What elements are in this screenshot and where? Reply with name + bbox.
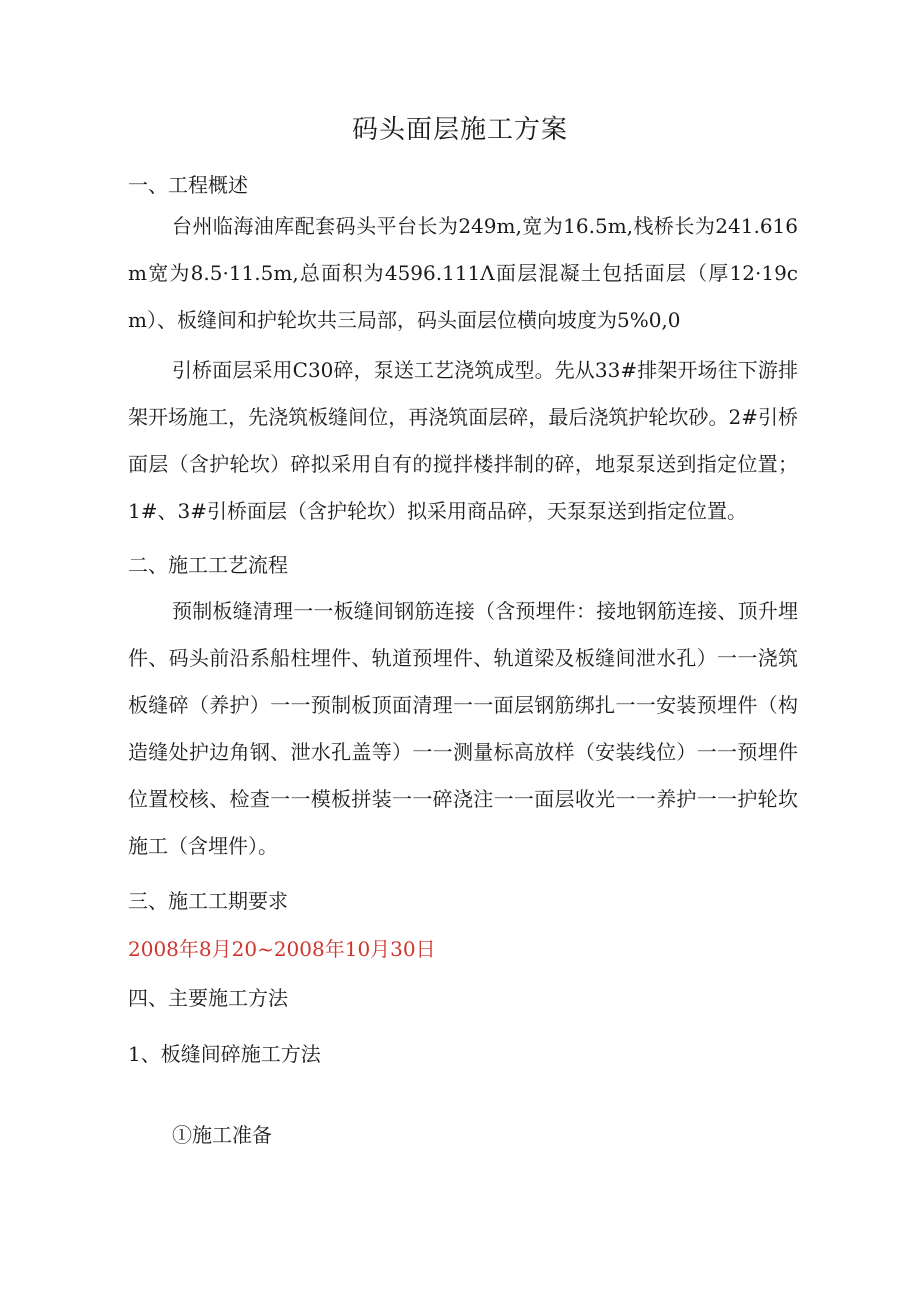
section-heading-methods: 四、主要施工方法 (128, 986, 288, 1010)
document-title: 码头面层施工方案 (351, 115, 568, 145)
section-heading-schedule: 三、施工工期要求 (128, 889, 288, 913)
overview-paragraph-2: 引桥面层采用C30碎，泵送工艺浇筑成型。先从33#排架开场往下游排架开场施工，先浇筑板缝间位，再浇筑面层碎，最后浇筑护轮坎砂。2#引桥面层（含护轮坎）碎拟采用自有的搅拌楼拌制的碎，地泵泵送到指定位置；1#、3#引桥面层（含护轮坎）拟采用商品碎，天泵泵送到指定位置。 (128, 358, 798, 523)
section-heading-process: 二、施工工艺流程 (128, 553, 288, 577)
subsection-item-preparation: ①施工准备 (172, 1123, 272, 1147)
overview-paragraph-1: 台州临海油库配套码头平台长为249m,宽为16.5m,栈桥长为241.616m宽为8.5·11.5m,总面积为4596.111Λ面层混凝土包括面层（厚12·19cm）、板缝间和护轮坎共三局部，码头面层位横向坡度为5%0,0 (128, 214, 798, 332)
section-heading-overview: 一、工程概述 (128, 173, 248, 197)
process-paragraph: 预制板缝清理一一板缝间钢筋连接（含预埋件：接地钢筋连接、顶升埋件、码头前沿系船柱埋件、轨道预埋件、轨道梁及板缝间泄水孔）一一浇筑板缝碎（养护）一一预制板顶面清理一一面层钢筋绑扎一一安装预埋件（构造缝处护边角钢、泄水孔盖等）一一测量标高放样（安装线位）一一预埋件位置校核、检查一一模板拼装一一碎浇注一一面层收光一一养护一一护轮坎施工（含埋件）。 (128, 599, 798, 858)
subsection-heading-slab-joint: 1、板缝间碎施工方法 (128, 1042, 321, 1066)
schedule-date-range: 2008年8月20~2008年10月30日 (128, 937, 436, 961)
